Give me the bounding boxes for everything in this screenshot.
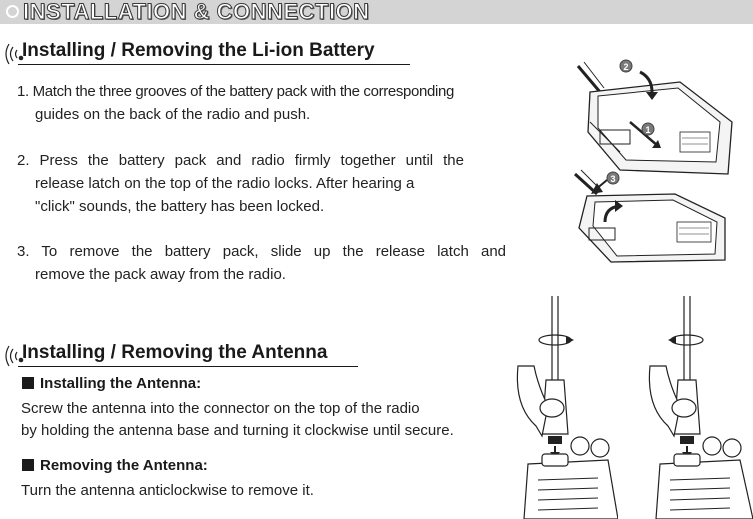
heading-underline <box>18 366 358 367</box>
radio-waves-icon <box>2 344 24 368</box>
battery-step-2 <box>17 149 464 218</box>
step-2-line-3: "click" sounds, the battery has been locked. <box>35 198 325 215</box>
battery-attach-illustration <box>560 52 750 182</box>
battery-heading <box>0 38 420 68</box>
marker-1-label: 1 <box>645 125 651 135</box>
install-antenna-line-1: Screw the antenna into the connector on the top of the radio <box>21 400 420 417</box>
step-1-line-1: 1. Match the three grooves of the battery pack with the corresponding <box>17 83 454 100</box>
step-3-line-2: remove the pack away from the radio. <box>35 266 286 283</box>
section-banner <box>0 0 753 24</box>
bullet-circle-icon <box>6 5 19 18</box>
install-antenna-title <box>22 375 201 392</box>
step-2-line-1: 2. Press the battery pack and radio firmly together until the <box>17 152 464 169</box>
antenna-remove-illustration <box>640 296 753 519</box>
radio-waves-icon <box>2 42 24 66</box>
step-1-line-2: guides on the back of the radio and push. <box>35 106 311 123</box>
battery-step-1 <box>17 80 506 126</box>
install-antenna-title-text: Installing the Antenna: <box>40 375 202 392</box>
antenna-heading <box>0 340 380 370</box>
step-3-line-1: 3. To remove the battery pack, slide up the release latch and <box>17 243 506 260</box>
square-bullet-icon <box>22 459 34 471</box>
antenna-heading-text: Installing / Removing the Antenna <box>22 342 328 363</box>
step-2-line-2: release latch on the top of the radio locks. After hearing a <box>35 175 415 192</box>
antenna-install-illustration <box>508 296 618 519</box>
marker-3-label: 3 <box>610 174 616 184</box>
battery-heading-text: Installing / Removing the Li-ion Battery <box>22 40 375 61</box>
remove-antenna-line-1: Turn the antenna anticlockwise to remove it. <box>21 482 314 499</box>
banner-title: INSTALLATION & CONNECTION <box>23 0 370 24</box>
install-antenna-line-2: by holding the antenna base and turning it clockwise until secure. <box>21 422 454 439</box>
remove-antenna-title <box>22 457 208 474</box>
remove-antenna-title-text: Removing the Antenna: <box>40 457 208 474</box>
marker-2-label: 2 <box>623 62 629 72</box>
battery-remove-illustration <box>565 168 750 266</box>
square-bullet-icon <box>22 377 34 389</box>
battery-step-3 <box>17 240 506 286</box>
heading-underline <box>18 64 410 65</box>
